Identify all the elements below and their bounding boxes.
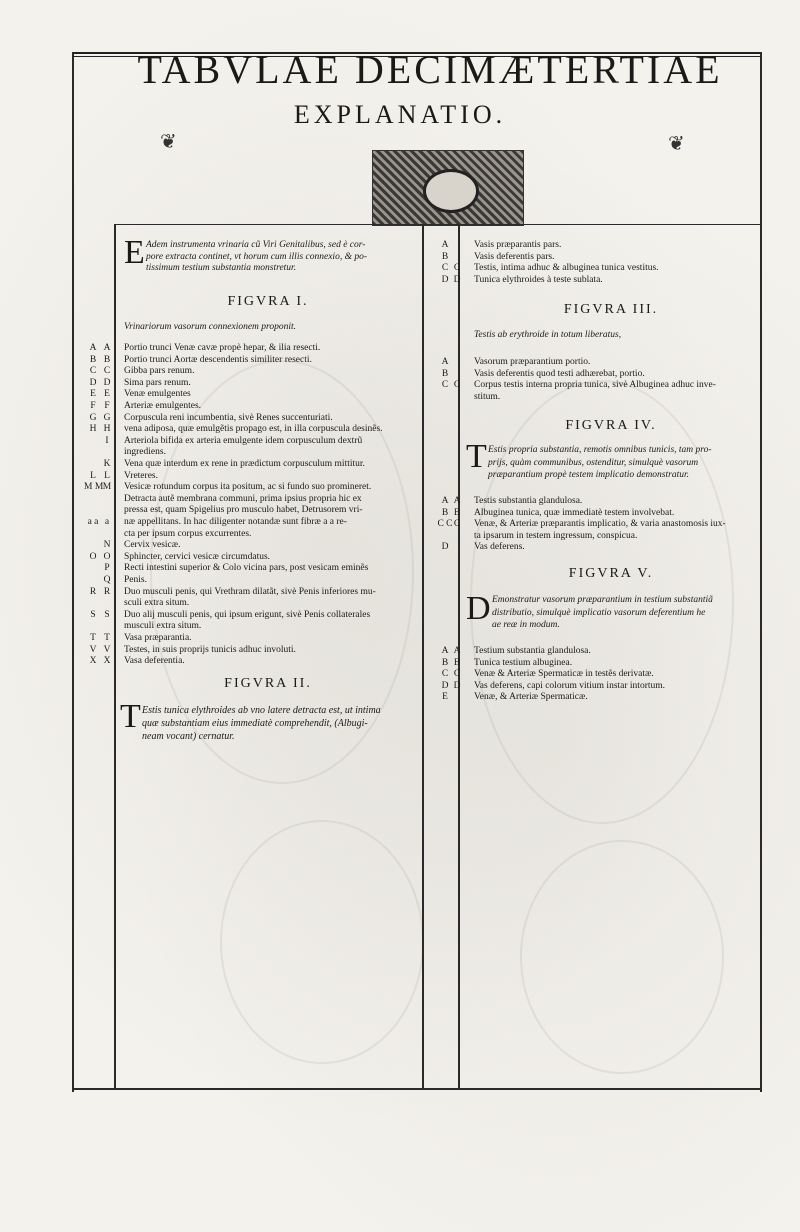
figura-1-key-right: a [104, 517, 110, 527]
figura-2-line: Estis tunica elythroides ab vno latere detracta est, ut intima [142, 705, 381, 716]
figura-4-item: Vas deferens. [474, 542, 525, 553]
figura-1-key-right: E [104, 389, 110, 400]
figura-1-item: Vasa deferentia. [124, 656, 185, 667]
figura-5-key-left: D [441, 680, 449, 691]
intro-text [146, 240, 418, 275]
figura-3-item: stitum. [474, 391, 501, 402]
right-top-key-right: C [453, 263, 461, 274]
figura-5-key-left: C [441, 669, 449, 680]
figura-3-key-left: B [441, 368, 449, 379]
figura-4-item: Albuginea tunica, quæ immediatè testem involvebat. [474, 507, 675, 518]
figura-3-item: Vasis deferentis quod testi adhærebat, portio. [474, 368, 645, 379]
figura-1-key-right: M [102, 482, 112, 493]
figura-1-key-right: X [103, 656, 111, 667]
figura-5-item: Tunica testium albuginea. [474, 657, 573, 668]
figura-4-heading: FIGVRA IV. [565, 418, 657, 433]
figura-1-key-right: V [103, 644, 111, 655]
figura-5-key-left: B [441, 657, 449, 668]
page-subtitle: EXPLANATIO. [293, 100, 507, 129]
figura-1-item: Testes, in suis proprijs tunicis adhuc involuti. [124, 644, 296, 655]
figura-5-line: distributio, simulquè implicatio vasorum deferentium he [492, 607, 706, 618]
figura-1-item: Sphincter, cervici vesicæ circumdatus. [124, 551, 271, 562]
figura-1-key-left: H [89, 424, 97, 435]
figura-1-key-left: X [89, 656, 97, 667]
middle-column-rule-a [422, 224, 424, 1088]
figura-1-item: Sima pars renum. [124, 377, 191, 388]
right-top-key-left: B [441, 251, 449, 262]
figura-3-key-left: A [441, 357, 449, 367]
figura-1-key-right: H [103, 424, 111, 435]
figura-1-item: Portio trunci Venæ cavæ propè hepar, & ilia resecti. [124, 343, 321, 353]
figura-4-key-right: B [453, 507, 461, 518]
right-top-item: Testis, intima adhuc & albuginea tunica vestitus. [474, 263, 659, 274]
figura-1-item: Recti intestini superior & Colo vicina pars, post vesicam eminẽs [124, 563, 369, 574]
figura-2-line: neam vocant) cernatur. [142, 731, 235, 742]
figura-5-key-right: C [453, 669, 461, 680]
figura-1-item: musculi extra situm. [124, 621, 202, 632]
figura-1-item: Duo alij musculi penis, qui ipsum erigunt, sivè Penis collaterales [124, 609, 371, 620]
frame-bottom-rule [72, 1088, 762, 1090]
figura-4-key-left: C C [437, 519, 453, 530]
intro-line: pore extracta continet, vt horum cum illis connexio, & po- [146, 251, 368, 262]
page-title: TABVLAE DECIMÆTERTIAE [137, 47, 723, 92]
figura-5-item: Testium substantia glandulosa. [474, 646, 591, 656]
figura-1-item: Portio trunci Aortæ descendentis similiter resecti. [124, 354, 312, 365]
right-top-key-left: A [441, 240, 449, 250]
figura-1-key-left: R [89, 586, 97, 597]
figura-1-item: sculi extra situm. [124, 598, 190, 609]
figura-2-initial: T [120, 698, 141, 735]
figura-1-key-left: a a [87, 517, 99, 527]
figura-1-item: Venæ emulgentes [124, 389, 191, 400]
figura-3-item: Corpus testis interna propria tunica, sivè Albuginea adhuc inve- [474, 380, 716, 391]
figura-4-key-left: B [441, 507, 449, 518]
figura-4-key-left: D [441, 542, 449, 553]
figura-4-line: prijs, quàm communibus, ostenditur, simulquè vasorum [488, 457, 699, 468]
figura-1-key-right: B [103, 354, 111, 365]
figura-2-line: quæ substantiam eius immediatè comprehendit, (Albugi- [142, 718, 368, 729]
figura-1-key-left: B [89, 354, 97, 365]
figura-1-item: Vasa præparantia. [124, 633, 192, 643]
figura-1-key-left: G [89, 412, 97, 423]
figura-1-item: Vesicæ rotundum corpus ita positum, ac si fundo suo promineret. [124, 482, 372, 493]
figura-5-key-right: A [453, 646, 461, 656]
figura-1-key-left: D [89, 377, 97, 388]
figura-1-key-right: G [103, 412, 111, 423]
figura-5-key-left: E [442, 692, 448, 703]
show-through-shape [520, 840, 724, 1074]
figura-1-key-right: F [104, 401, 110, 411]
figura-4-item: Venæ, & Arteriæ præparantis implicatio, & varia anastomosis iux- [474, 519, 726, 530]
figura-5-heading: FIGVRA V. [568, 566, 654, 581]
figura-5-key-right: B [453, 657, 461, 668]
figura-1-item: Corpuscula reni incumbentia, sivè Renes succenturiati. [124, 412, 333, 423]
figura-1-item: cta per ipsum corpus excurrentes. [124, 528, 252, 539]
figura-1-item: ingrediens. [124, 447, 166, 458]
figura-1-item: vena adiposa, quæ emulgẽtis propago est, in illa corpuscula desinẽs. [124, 424, 383, 435]
figura-1-key-right: S [104, 609, 110, 620]
figura-1-key-left: L [90, 470, 96, 481]
figura-5-text [492, 594, 713, 632]
figura-3-item: Vasorum præparantium portio. [474, 357, 591, 367]
figura-2-text [142, 704, 381, 743]
figura-5-key-left: A [441, 646, 449, 656]
intro-line: tissimum testium substantia monstretur. [146, 263, 297, 273]
right-flower-icon: ❦ [668, 133, 685, 155]
figura-1-key-left: M M [84, 482, 104, 493]
figura-5-key-right: D [453, 680, 461, 691]
figura-1-key-right: Q [103, 575, 111, 585]
figura-1-item: Gibba pars renum. [124, 366, 195, 377]
figura-1-key-right: R [103, 586, 111, 597]
figura-1-item: Penis. [124, 575, 147, 585]
figura-1-key-right: T [104, 633, 110, 643]
right-top-item: Vasis deferentis pars. [474, 251, 555, 262]
figura-1-heading: FIGVRA I. [227, 294, 309, 309]
figura-1-key-left: S [90, 609, 96, 620]
figura-3-key-left: C [441, 380, 449, 391]
figura-1-item: næ appellitans. In hac diligenter notandæ sunt fibræ a a re- [124, 517, 347, 527]
figura-1-key-right: D [103, 377, 111, 388]
intro-line: Adem instrumenta vrinaria cũ Viri Genitalibus, sed è cor- [146, 240, 366, 250]
show-through-shape [220, 820, 424, 1064]
figura-1-item: pressa est, quam Spigelius pro musculo habet, Detrusorem vri- [124, 505, 363, 516]
figura-5-initial: D [466, 590, 491, 627]
figura-4-key-right: A [453, 496, 461, 506]
left-column-rule [114, 224, 116, 1088]
column-top-rule [114, 224, 762, 225]
figura-1-caption: Vrinariorum vasorum connexionem proponit. [124, 322, 297, 332]
figura-5-line: Emonstratur vasorum præparantium in testium substantiã [492, 595, 713, 605]
figura-1-key-right: O [103, 551, 111, 562]
figura-4-line: præparantium propè testem implicatio demonstratur. [488, 470, 689, 480]
figura-1-key-right: A [103, 343, 111, 353]
figura-5-item: Vas deferens, capi colorum vitium instar intortum. [474, 680, 666, 691]
figura-4-line: Estis propria substantia, remotis omnibus tunicis, tam pro- [488, 445, 712, 455]
figura-1-item: Arteriæ emulgentes. [124, 401, 202, 411]
left-flower-icon: ❦ [160, 131, 177, 153]
figura-1-key-left: O [89, 551, 97, 562]
figura-4-initial: T [466, 438, 487, 475]
figura-5-item: Venæ, & Arteriæ Spermaticæ. [474, 692, 588, 703]
figura-1-item: Cervix vesicæ. [124, 540, 181, 551]
figura-4-key-right: C [453, 519, 461, 530]
figura-4-item: ta ipsarum in testem ingressum, conspicua. [474, 530, 638, 541]
figura-1-item: Detracta autẽ membrana communi, prima ipsius propria hic ex [124, 493, 362, 504]
figura-3-key-right: C [453, 380, 461, 391]
right-top-key-left: D [441, 274, 449, 285]
figura-1-item: Duo musculi penis, qui Vrethram dilatãt, sivè Penis inferiores mu- [124, 586, 376, 597]
figura-4-text [488, 444, 712, 482]
figura-1-key-left: A [89, 343, 97, 353]
figura-5-line: ae reæ in modum. [492, 620, 560, 630]
figura-1-key-right: L [104, 470, 110, 481]
figura-1-key-left: C [89, 366, 97, 377]
frame-right-rule [760, 52, 762, 1092]
figura-5-item: Venæ & Arteriæ Spermaticæ in testẽs derivatæ. [474, 669, 654, 680]
figura-4-item: Testis substantia glandulosa. [474, 496, 583, 506]
figura-1-key-right: K [103, 459, 111, 469]
figura-1-key-right: N [103, 540, 111, 551]
figura-1-key-right: C [103, 366, 111, 377]
right-top-key-right: D [453, 274, 461, 285]
figura-1-item: Arteriola bifida ex arteria emulgente idem corpusculum dextrũ [124, 435, 363, 446]
figura-1-key-left: F [90, 401, 96, 411]
figura-4-key-left: A [441, 496, 449, 506]
figura-1-key-right: P [104, 563, 110, 574]
right-top-item: Vasis præparantis pars. [474, 240, 562, 250]
figura-1-key-left: V [89, 644, 97, 655]
printers-ornament-icon [372, 150, 524, 226]
figura-2-heading: FIGVRA II. [224, 676, 312, 691]
figura-1-item: Vreteres. [124, 470, 158, 481]
figura-3-caption: Testis ab erythroide in totum liberatus, [474, 330, 622, 340]
right-top-key-left: C [441, 263, 449, 274]
figura-1-key-left: E [90, 389, 96, 400]
figura-1-item: Vena quæ interdum ex rene in prædictum corpusculum mittitur. [124, 459, 365, 469]
right-top-item: Tunica elythroides à teste sublata. [474, 274, 603, 285]
intro-initial: E [124, 234, 145, 271]
figura-1-key-right: I [105, 435, 109, 446]
figura-3-heading: FIGVRA III. [563, 302, 659, 317]
figura-1-key-left: T [90, 633, 96, 643]
frame-left-rule [72, 52, 74, 1092]
